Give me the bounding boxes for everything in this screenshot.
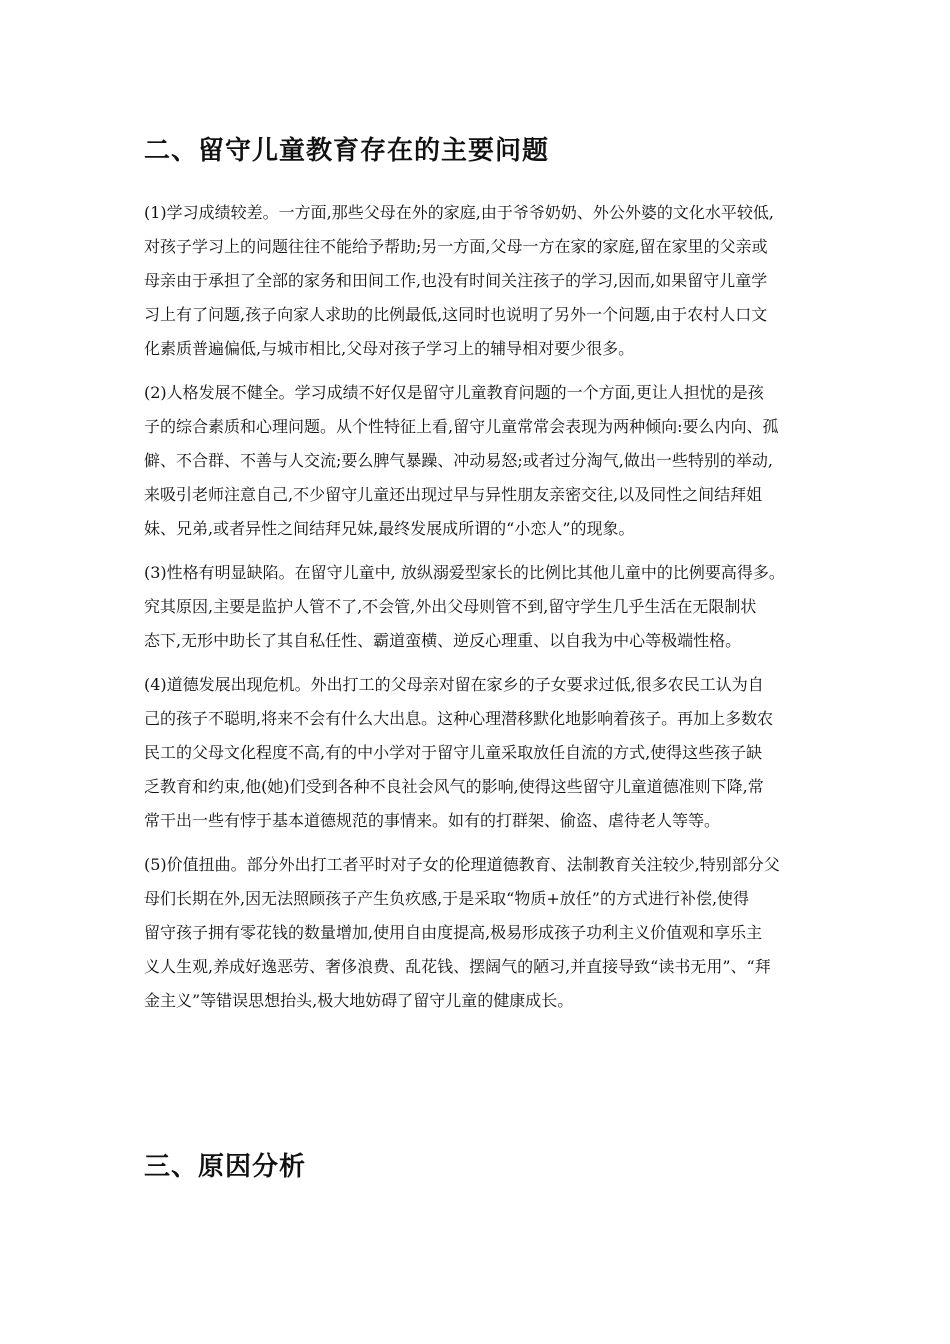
text-line: 义人生观,养成好逸恶劳、奢侈浪费、乱花钱、摆阔气的陋习,并直接导致“读书无用”、“拜 (144, 957, 771, 976)
text-line: 来吸引老师注意自己,不少留守儿童还出现过早与异性朋友亲密交往,以及同性之间结拜姐 (144, 485, 763, 504)
text-line: 常干出一些有悖于基本道德规范的事情来。如有的打群架、偷盗、虐待老人等等。 (144, 811, 721, 830)
text-line: 乏教育和约束,他(她)们受到各种不良社会风气的影响,使得这些留守儿童道德准则下降,常 (144, 777, 764, 796)
paragraph-3 (144, 556, 822, 658)
text-line: (1)学习成绩较差。一方面,那些父母在外的家庭,由于爷爷奶奶、外公外婆的文化水平较低, (144, 203, 774, 222)
section-two-body (144, 196, 822, 1028)
text-line: 妹、兄弟,或者异性之间结拜兄妹,最终发展成所谓的“小恋人”的现象。 (144, 519, 635, 538)
section-three-heading: 三、原因分析 (144, 1152, 307, 1182)
text-line: 母们长期在外,因无法照顾孩子产生负疚感,于是采取“物质+放任”的方式进行补偿,使得 (144, 889, 750, 908)
text-line: 习上有了问题,孩子向家人求助的比例最低,这同时也说明了另外一个问题,由于农村人口文 (144, 305, 768, 324)
paragraph-1 (144, 196, 822, 366)
paragraph-2 (144, 376, 822, 546)
text-line: (3)性格有明显缺陷。在留守儿童中, 放纵溺爱型家长的比例比其他儿童中的比例要高得多。 (144, 563, 785, 582)
section-two-heading: 二、留守儿童教育存在的主要问题 (144, 136, 550, 166)
text-line: 子的综合素质和心理问题。从个性特征上看,留守儿童常常会表现为两种倾向:要么内向、孤 (144, 417, 779, 436)
paragraph-4 (144, 668, 822, 838)
text-line: 母亲由于承担了全部的家务和田间工作,也没有时间关注孩子的学习,因而,如果留守儿童学 (144, 271, 768, 290)
text-line: 留守孩子拥有零花钱的数量增加,使用自由度提高,极易形成孩子功利主义价值观和享乐主 (144, 923, 763, 942)
text-line: 态下,无形中助长了其自私任性、霸道蛮横、逆反心理重、以自我为中心等极端性格。 (144, 631, 742, 650)
text-line: (5)价值扭曲。部分外出打工者平时对子女的伦理道德教育、法制教育关注较少,特别部分父 (144, 855, 780, 874)
text-line: (2)人格发展不健全。学习成绩不好仅是留守儿童教育问题的一个方面,更让人担忧的是孩 (144, 383, 764, 402)
text-line: 究其原因,主要是监护人管不了,不会管,外出父母则管不到,留守学生几乎生活在无限制状 (144, 597, 757, 616)
paragraph-5 (144, 848, 822, 1018)
text-line: 化素质普遍偏低,与城市相比,父母对孩子学习上的辅导相对要少很多。 (144, 339, 635, 358)
text-line: 民工的父母文化程度不高,有的中小学对于留守儿童采取放任自流的方式,使得这些孩子缺 (144, 743, 763, 762)
text-line: 金主义”等错误思想抬头,极大地妨碍了留守儿童的健康成长。 (144, 991, 574, 1010)
text-line: 对孩子学习上的问题往往不能给予帮助;另一方面,父母一方在家的家庭,留在家里的父亲或 (144, 237, 768, 256)
text-line: 己的孩子不聪明,将来不会有什么大出息。这种心理潜移默化地影响着孩子。再加上多数农 (144, 709, 774, 728)
text-line: (4)道德发展出现危机。外出打工的父母亲对留在家乡的子女要求过低,很多农民工认为自 (144, 675, 764, 694)
text-line: 僻、不合群、不善与人交流;要么脾气暴躁、冲动易怒;或者过分淘气,做出一些特别的举动, (144, 451, 773, 470)
